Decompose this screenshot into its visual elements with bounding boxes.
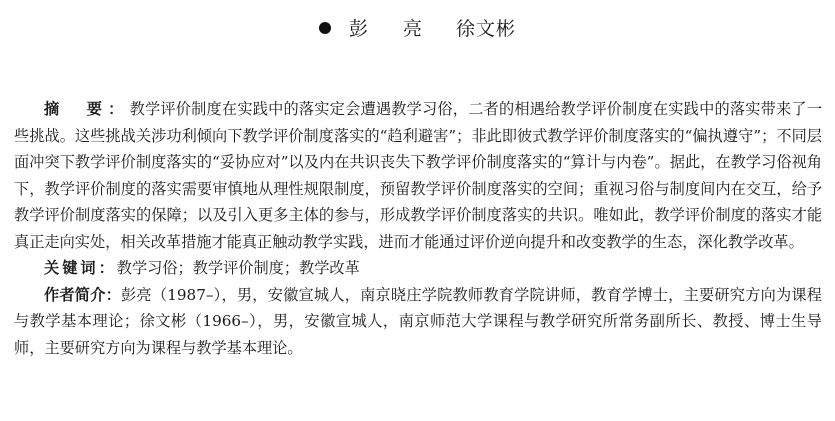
abstract-label: 摘 要： [44,100,130,118]
abstract-text: 教学评价制度在实践中的落实定会遭遇教学习俗，二者的相遇给教学评价制度在实践中的落实带来了一些挑战。这些挑战关涉功利倾向下教学评价制度落实的“趋利避害”；非此即彼式教学评价制度落实的“偏执遵守”；不同层面冲突下教学评价制度落实的“妥协应对”以及内在共识丧失下教学评价制度落实的“算计与内卷”。据此，在教学习俗视角下，教学评价制度的落实需要审慎地从理性规限制度，预留教学评价制度落实的空间；重视习俗与制度间内在交互，给予教学评价制度落实的保障；以及引入更多主体的参与，形成教学评价制度落实的共识。唯如此，教学评价制度的落实才能真正走向实处，相关改革措施才能真正触动教学实践，进而才能通过评价逆向提升和改变教学的生态，深化教学改革。 [14,100,823,251]
abstract-block [14,96,822,361]
keywords-label: 关键词： [44,259,117,277]
bullet-icon [319,22,331,34]
abstract-paragraph [14,96,822,255]
author-name: 彭 亮 [348,18,430,40]
keywords-text: 教学习俗；教学评价制度；教学改革 [116,259,360,277]
author-bio-paragraph [14,282,822,362]
keywords-paragraph [14,255,822,282]
author-bio-text: 彭亮（1987–），男，安徽宣城人，南京晓庄学院教师教育学院讲师，教育学博士，主要研究方向为课程与教学基本理论；徐文彬（1966–），男，安徽宣城人，南京师范大学课程与教学研究所常务副所长、教授、博士生导师，主要研究方向为课程与教学基本理论。 [14,285,822,357]
author-line [0,14,835,41]
author-bio-label: 作者简介： [44,285,122,304]
author-name: 徐文彬 [456,18,517,40]
